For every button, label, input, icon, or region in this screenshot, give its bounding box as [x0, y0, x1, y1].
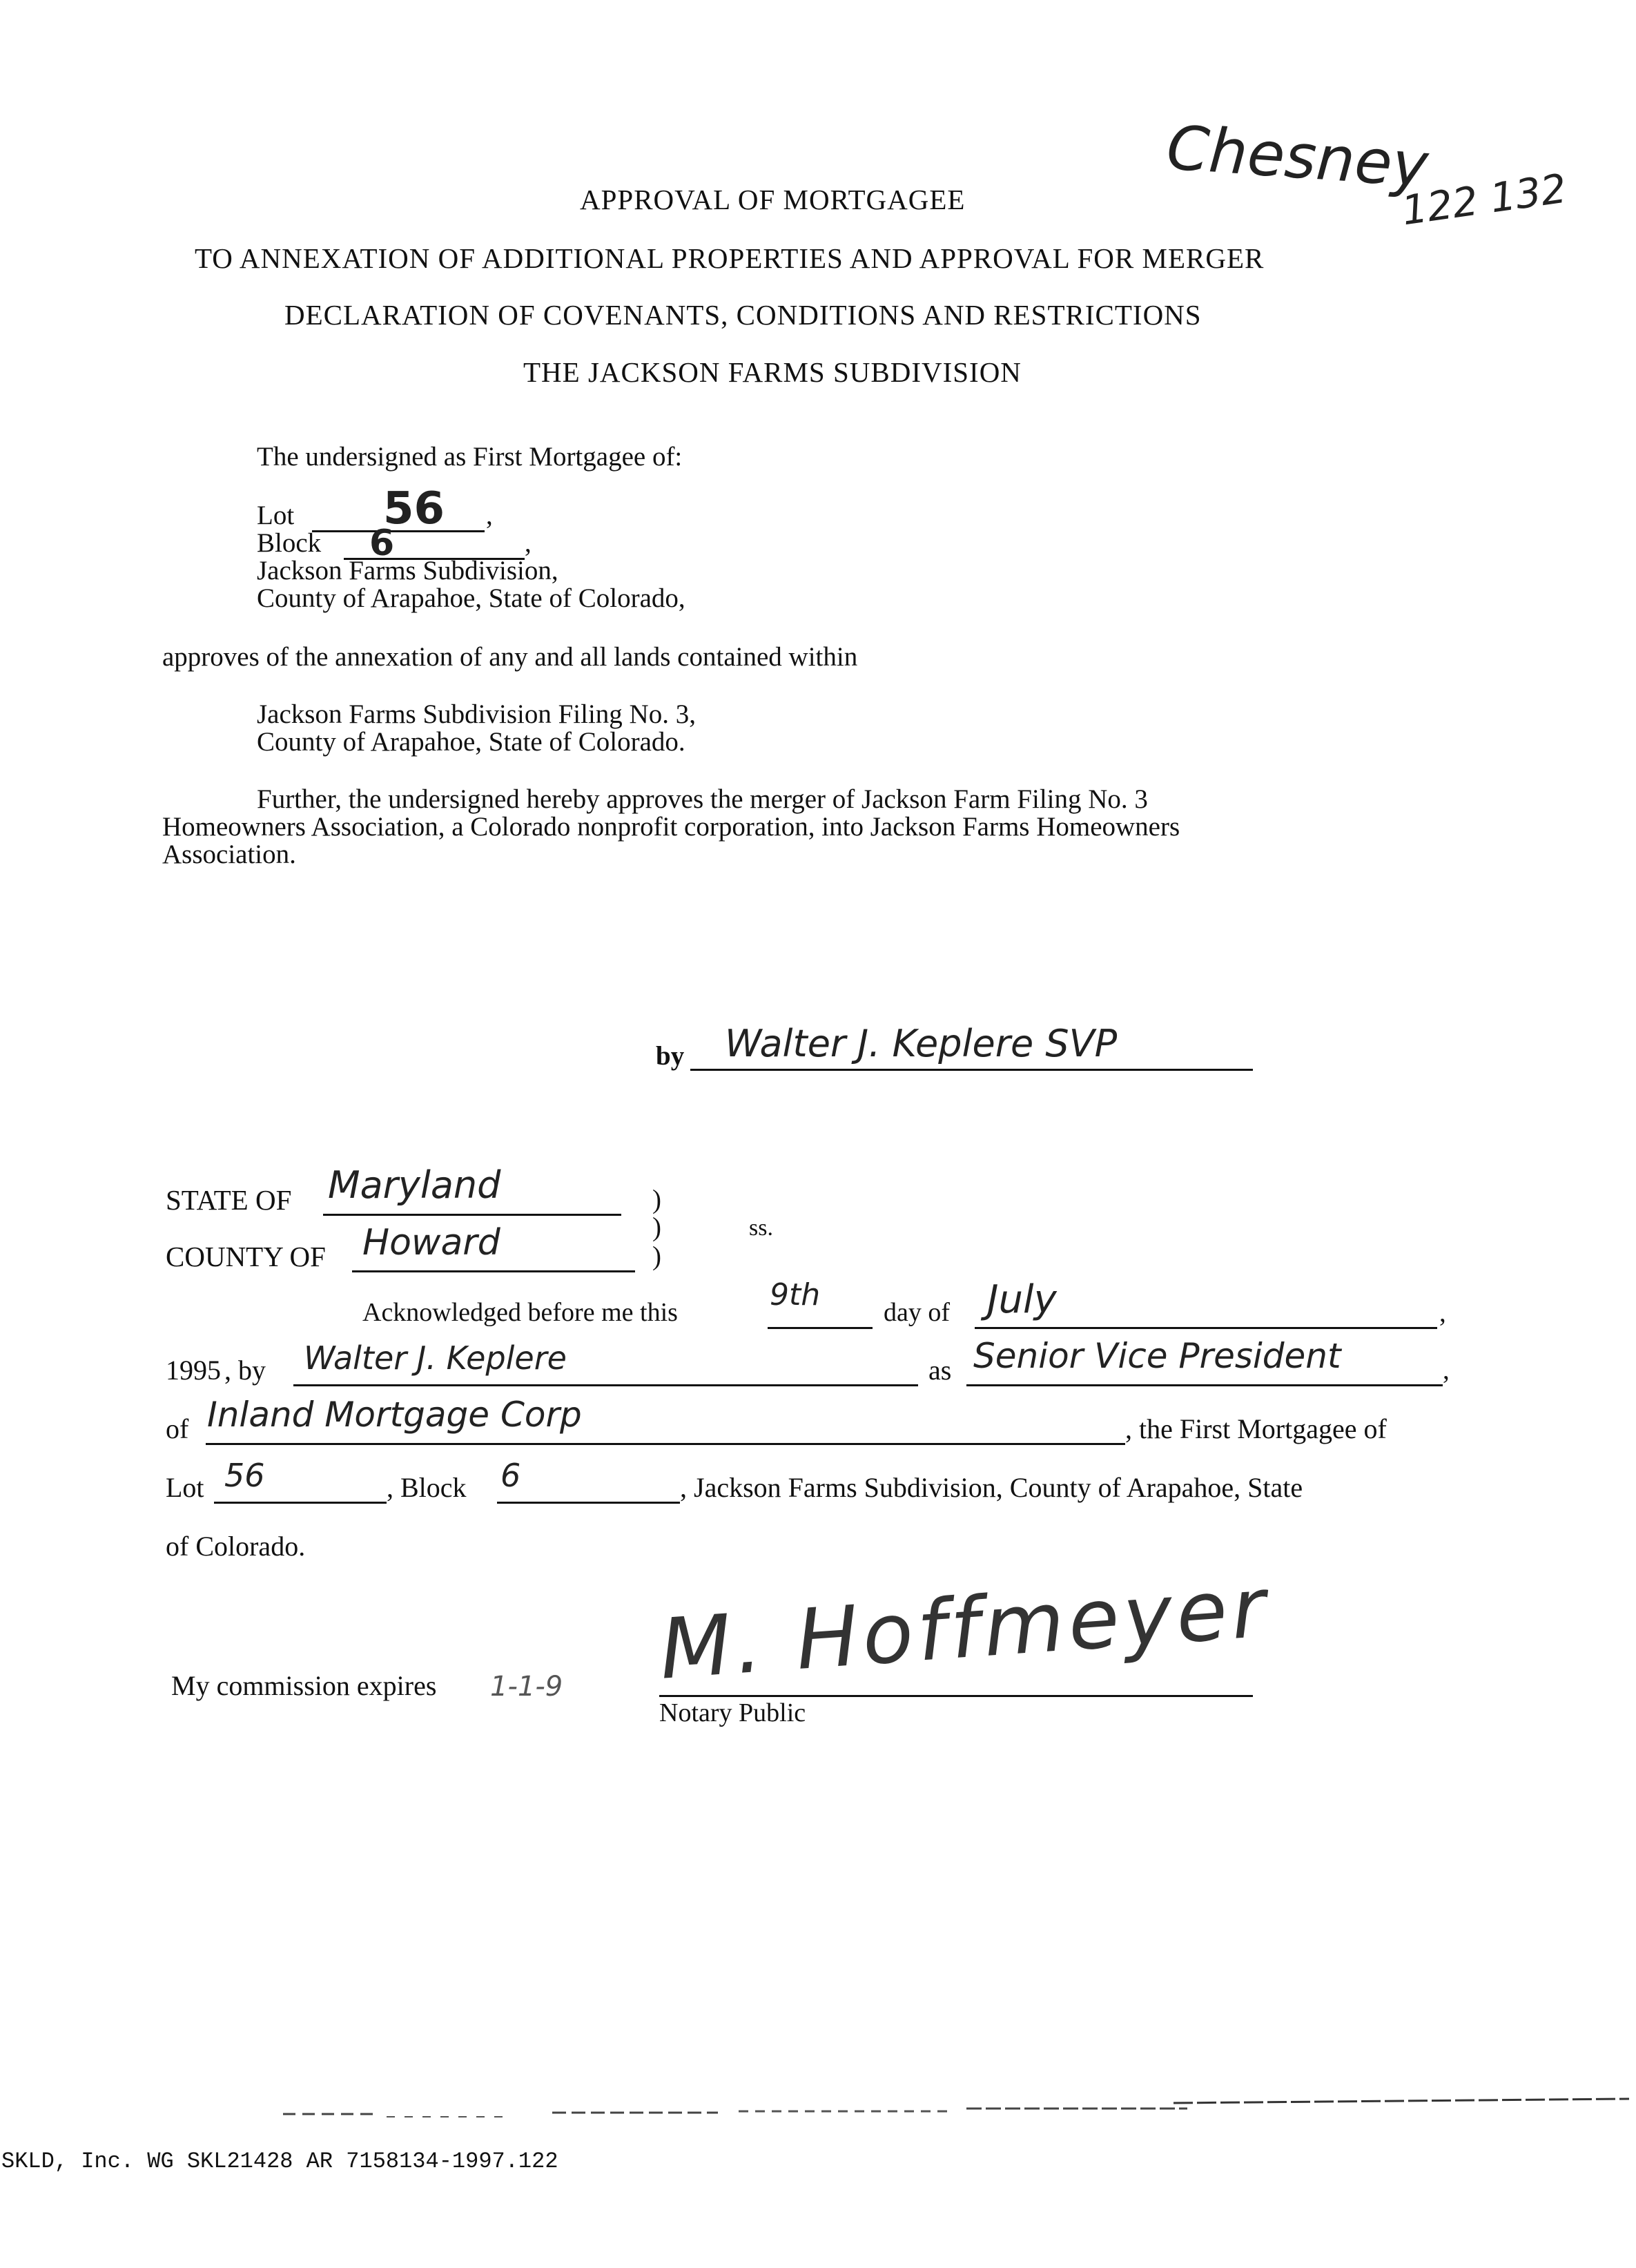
notary-public-label: Notary Public: [659, 1698, 806, 1727]
lot-value: 56: [383, 483, 445, 534]
intro-text: The undersigned as First Mortgagee of:: [257, 442, 683, 472]
block-comma: ,: [525, 528, 532, 558]
filing-line-1: Jackson Farms Subdivision Filing No. 3,: [257, 699, 696, 729]
middle-paren: ): [652, 1212, 661, 1242]
block-label: Block: [257, 528, 322, 558]
ack-month: July: [987, 1277, 1057, 1322]
heading-line-1: APPROVAL OF MORTGAGEE: [580, 184, 966, 215]
mortgagee-signature: Walter J. Keplere SVP: [725, 1022, 1118, 1065]
commission-label: My commission expires: [171, 1670, 437, 1701]
ack-comma: ,: [1439, 1298, 1446, 1328]
annotation-name: Chesney: [1164, 111, 1431, 202]
by-notary-label: , by: [224, 1355, 266, 1386]
block-value: 6: [369, 523, 395, 564]
ack-day-of: day of: [884, 1298, 951, 1327]
as-comma: ,: [1443, 1355, 1450, 1385]
county-paren: ): [652, 1241, 661, 1271]
notary-signature: M. Hoffmeyer: [656, 1560, 1273, 1698]
ack-prefix: Acknowledged before me this: [362, 1298, 678, 1327]
notary-block-value: 6: [500, 1457, 521, 1494]
first-mortgagee-text: , the First Mortgagee of: [1125, 1413, 1387, 1444]
annotation-code: 122 132: [1399, 164, 1570, 235]
footer-text: SKLD, Inc. WG SKL21428 AR 7158134-1997.122: [1, 2149, 558, 2174]
year-digit: 5: [207, 1355, 221, 1386]
approves-text: approves of the annexation of any and all lands contained within: [162, 642, 858, 672]
heading-line-4: THE JACKSON FARMS SUBDIVISION: [523, 356, 1022, 388]
heading-line-2: TO ANNEXATION OF ADDITIONAL PROPERTIES AND APPROVAL FOR MERGER: [195, 242, 1265, 274]
state-paren: ): [652, 1185, 661, 1214]
merger-line-3: Association.: [162, 840, 296, 869]
commission-value: 1-1-9: [490, 1671, 563, 1703]
location-text-2: of Colorado.: [166, 1531, 306, 1562]
of-label: of: [166, 1413, 189, 1444]
notary-lot-label: Lot: [166, 1472, 204, 1503]
merger-line-2: Homeowners Association, a Colorado nonprofit corporation, into Jackson Farms Homeowners: [162, 812, 1180, 842]
county-label: COUNTY OF: [166, 1241, 326, 1272]
state-value: Maryland: [328, 1163, 501, 1207]
location-text: , Jackson Farms Subdivision, County of Arapahoe, State: [680, 1472, 1303, 1503]
year-prefix: 199: [166, 1355, 207, 1386]
state-label: STATE OF: [166, 1184, 292, 1216]
by-label: by: [656, 1041, 685, 1071]
filing-line-2: County of Arapahoe, State of Colorado.: [257, 727, 685, 757]
of-value: Inland Mortgage Corp: [207, 1395, 582, 1435]
county-text: County of Arapahoe, State of Colorado,: [257, 583, 685, 613]
lot-comma: ,: [486, 501, 493, 530]
as-label: as: [928, 1355, 952, 1386]
notary-block-label: , Block: [387, 1472, 467, 1503]
merger-line-1: Further, the undersigned hereby approves the merger of Jackson Farm Filing No. 3: [257, 784, 1148, 814]
by-name: Walter J. Keplere: [304, 1339, 567, 1377]
notary-lot-value: 56: [224, 1457, 265, 1494]
ss-label: ss.: [749, 1215, 773, 1241]
ack-day: 9th: [770, 1277, 821, 1312]
heading-line-3: DECLARATION OF COVENANTS, CONDITIONS AND RESTRICTIONS: [284, 299, 1202, 331]
subdivision-text: Jackson Farms Subdivision,: [257, 556, 558, 585]
lot-label: Lot: [257, 501, 295, 530]
county-value: Howard: [362, 1222, 500, 1263]
as-value: Senior Vice President: [973, 1336, 1341, 1376]
